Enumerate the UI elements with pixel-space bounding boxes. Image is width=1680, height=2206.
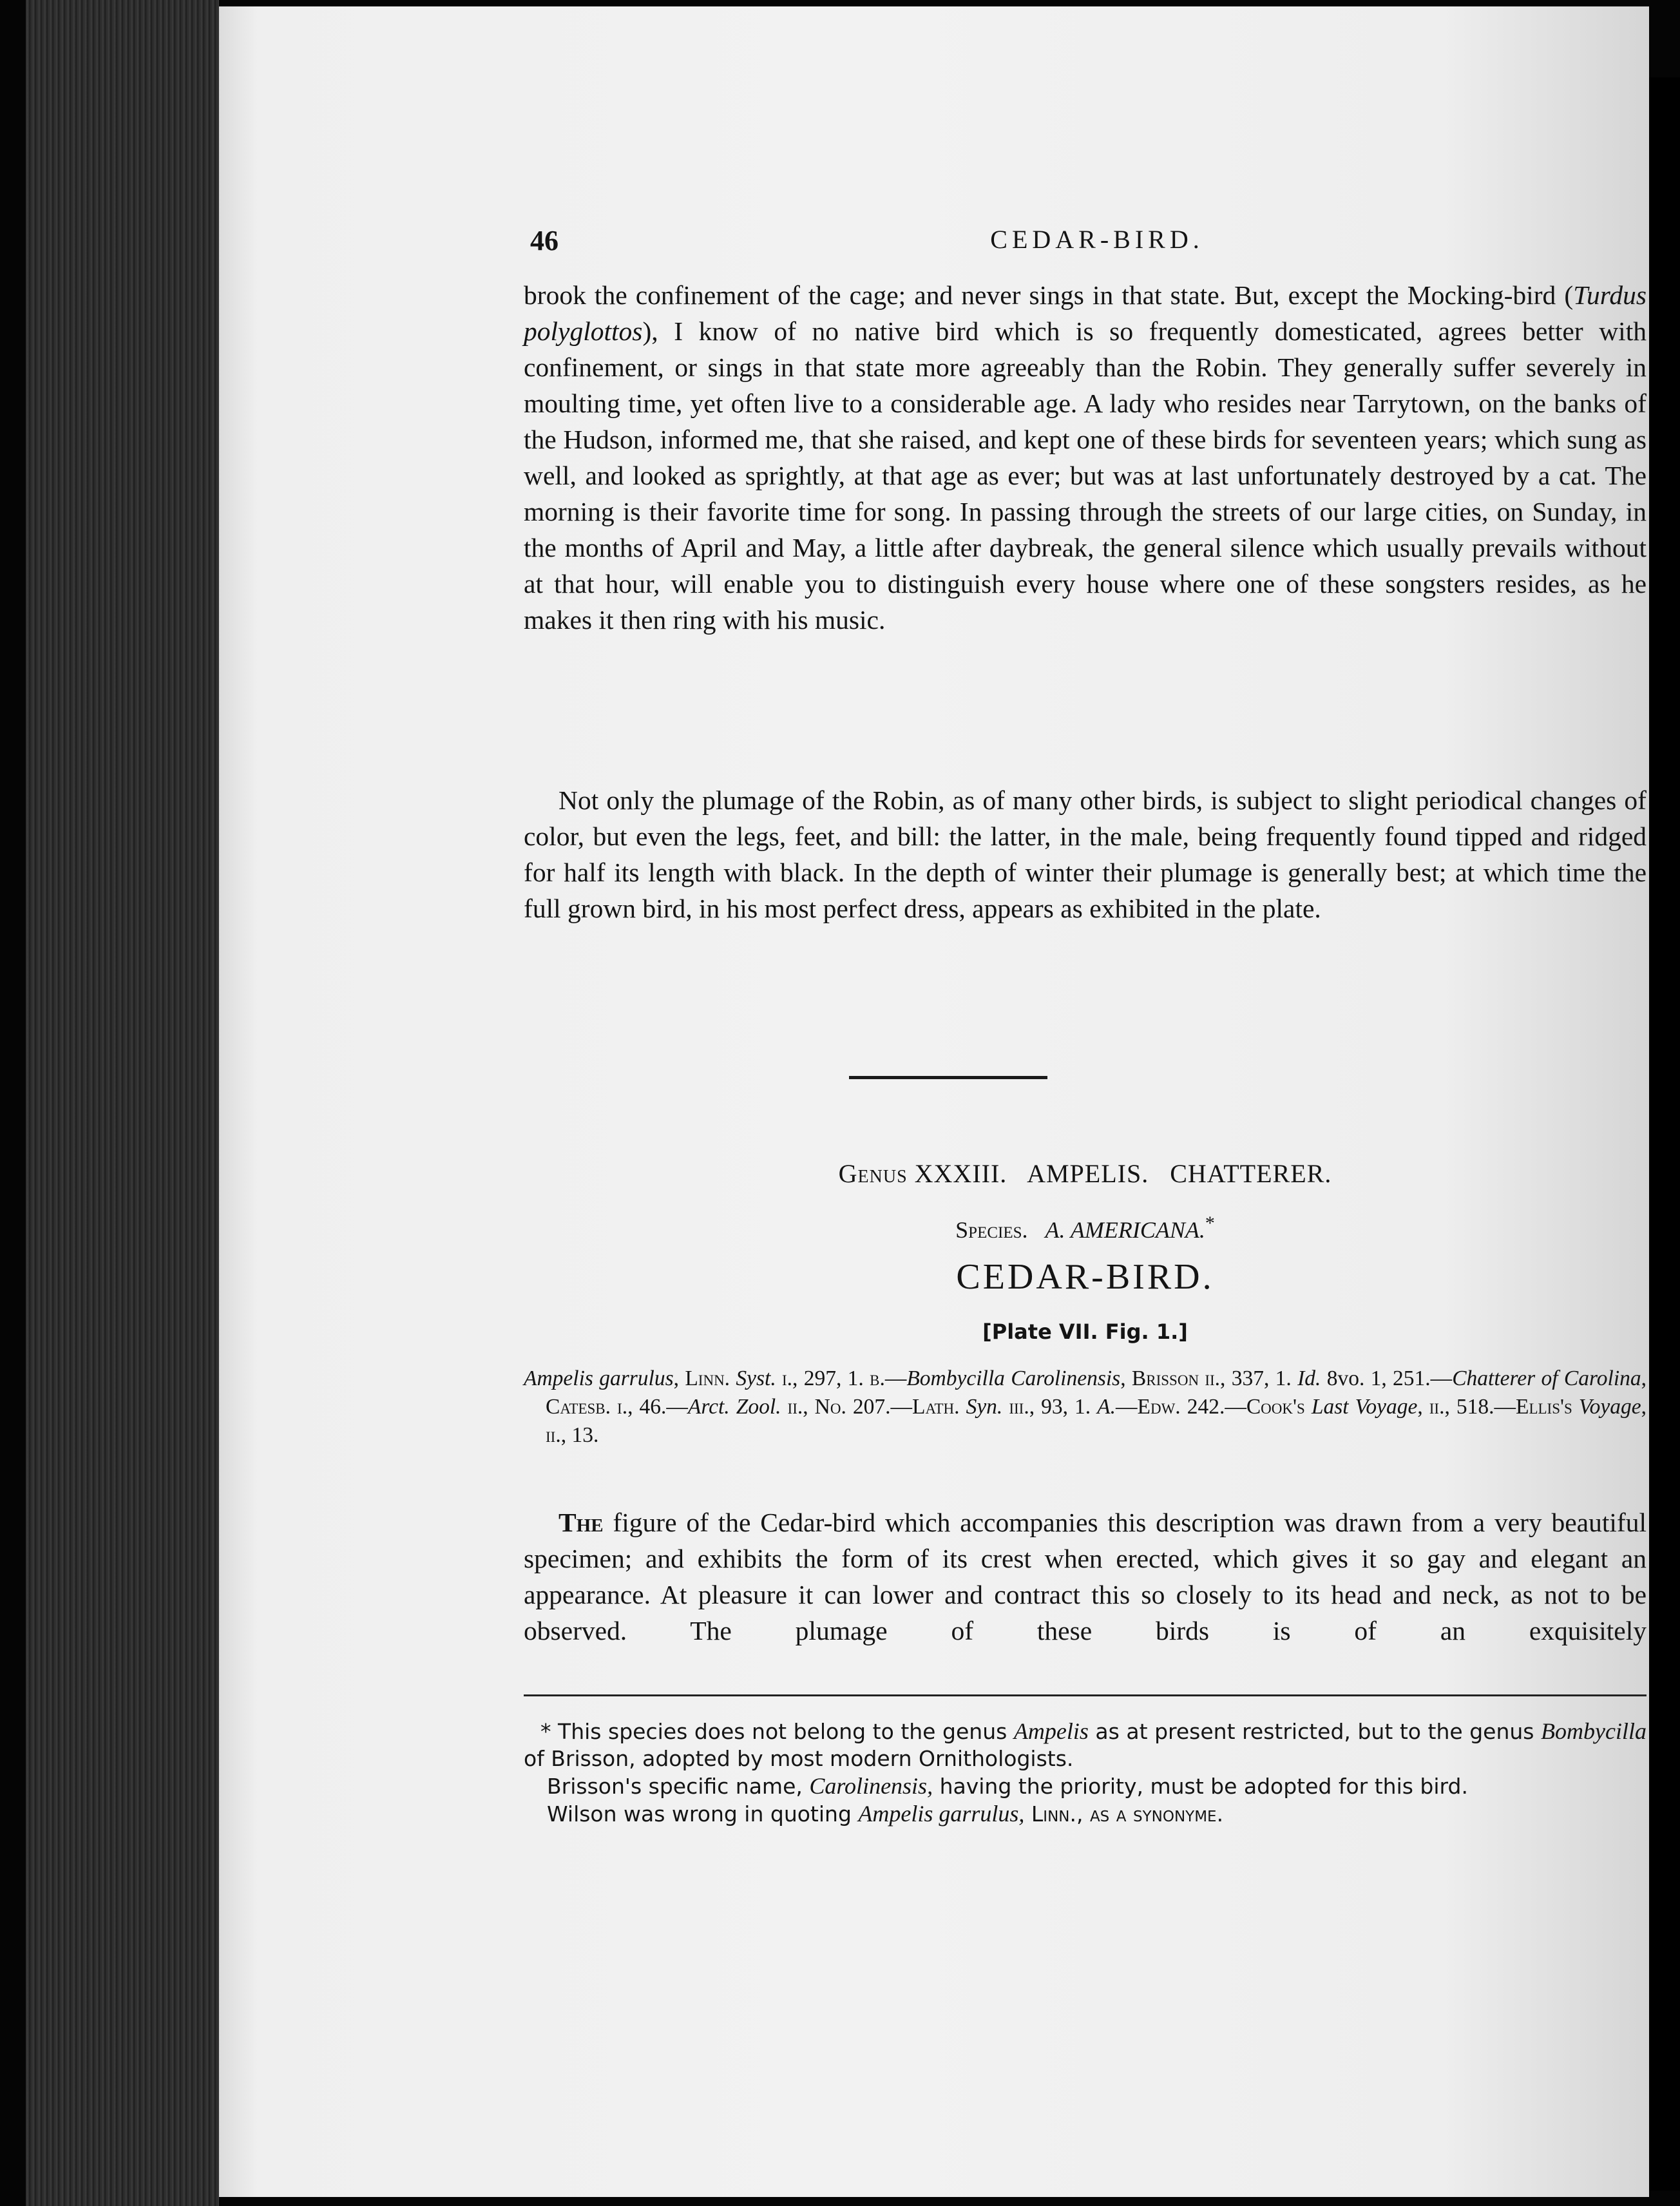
footnotes <box>524 1718 1647 1828</box>
footnote-text: Wilson was wrong in quoting <box>547 1801 859 1827</box>
footnote-3 <box>524 1800 1647 1828</box>
species-name-italic: Turdus polyglottos <box>524 280 1647 346</box>
genus-name: AMPELIS. <box>1027 1159 1149 1188</box>
footnote-italic: Carolinensis, <box>809 1773 933 1799</box>
genus-common-name: CHATTERER. <box>1170 1159 1332 1188</box>
genus-label: Genus <box>838 1159 908 1188</box>
genus-numeral: XXXIII. <box>914 1159 1007 1188</box>
synonym-text: Bombycilla Carolinensis <box>906 1367 1121 1390</box>
synonym-text: iii., 93, 1. <box>1002 1395 1098 1419</box>
synonym-text: i., 297, 1. β.— <box>776 1367 907 1390</box>
synonym-text: A. <box>1097 1395 1116 1419</box>
synonym-text: Syn. <box>966 1395 1003 1419</box>
paragraph-robin-captivity <box>524 277 1647 638</box>
synonym-text: Ampelis garrulus <box>524 1367 674 1390</box>
footnote-text: Linn., as a synonyme. <box>1024 1801 1224 1827</box>
genus-heading <box>524 1158 1647 1189</box>
footnote-text: Brisson's specific name, <box>547 1774 810 1799</box>
footnote-text: having the priority, must be adopted for this bird. <box>933 1774 1468 1799</box>
footnote-italic: Ampelis <box>1013 1718 1089 1744</box>
footnote-text: as at present restricted, but to the genus <box>1088 1719 1542 1744</box>
footnote-1 <box>524 1718 1647 1772</box>
paragraph-text: brook the confinement of the cage; and never sings in that state. But, except the Mocking-bird ( <box>524 280 1574 310</box>
paragraph-cedar-bird-intro <box>524 1504 1647 1649</box>
footnote-italic: Ampelis garrulus, <box>858 1801 1025 1827</box>
plate-reference: [Plate VII. Fig. 1.] <box>982 1319 1188 1344</box>
page-number: 46 <box>530 225 558 256</box>
section-title: CEDAR-BIRD. <box>956 1257 1214 1297</box>
drop-word: The <box>558 1508 604 1537</box>
synonym-text: Last Voyage <box>1311 1395 1418 1419</box>
synonym-text: 8vo. 1, 251.— <box>1321 1367 1453 1390</box>
section-divider <box>849 1076 1047 1079</box>
synonym-text: —Edw. 242.—Cook's <box>1116 1395 1312 1419</box>
species-label: Species. <box>955 1217 1028 1243</box>
synonymy-block <box>524 1365 1647 1450</box>
species-name: A. AMERICANA. <box>1045 1217 1205 1243</box>
footnote-2 <box>524 1772 1647 1800</box>
footnote-text: * This species does not belong to the genus <box>540 1719 1014 1744</box>
synonym-text: ii., No. 207.—Lath. <box>781 1395 966 1419</box>
synonym-text: Voyage <box>1578 1395 1641 1419</box>
synonym-text: , Linn. <box>673 1367 736 1390</box>
synonym-text: , ii., 518.—Ellis's <box>1417 1395 1579 1419</box>
book-page <box>219 6 1649 2197</box>
paragraph-text: figure of the Cedar-bird which accompanies this description was drawn from a very beautiful specimen; and exhibits the form of its crest when erected, which gives it so gay and elegant an appearance. At pleasure it can lower and contract this so closely to its head and neck, as not to be observed. The plumage of these birds is of an exquisitely <box>524 1508 1647 1645</box>
footnote-marker: * <box>1205 1213 1215 1234</box>
running-head: CEDAR-BIRD. <box>990 225 1204 254</box>
paragraph-text: ), I know of no native bird which is so frequently domesticated, agrees better with confinement, or sings in that state more agreeably than the Robin. They generally suffer severely in moulting time, yet often live to a considerable age. A lady who resides near Tarrytown, on the banks of the Hudson, informed me, that she raised, and kept one of these birds for seventeen years; which sung as well, and looked as sprightly, at that age as ever; but was at last unfortunately destroyed by a cat. The morning is their favorite time for song. In passing through the streets of our large cities, on Sunday, in the months of April and May, a little after daybreak, the general silence which usually prevails without at that hour, will enable you to distinguish every house where one of these songsters resides, as he makes it then ring with his music. <box>524 316 1647 635</box>
synonym-text: Chatterer of Carolina <box>1452 1367 1641 1390</box>
species-heading <box>524 1213 1647 1243</box>
synonym-text: Syst. <box>736 1367 776 1390</box>
synonym-text: Id. <box>1297 1367 1321 1390</box>
synonym-text: Arct. Zool. <box>687 1395 781 1419</box>
synonym-text: , Catesb. i., 46.— <box>546 1367 1647 1419</box>
page-header <box>530 224 1664 269</box>
paragraph-robin-plumage: Not only the plumage of the Robin, as of many other birds, is subject to slight periodical changes of color, but even the legs, feet, and bill: the latter, in the male, being frequently found tipped and ridged for half its length with black. In the depth of winter their plumage is generally best; at which time the full grown bird, in his most perfect dress, appears as exhibited in the plate. <box>524 785 1647 923</box>
synonym-text: , Brisson ii., 337, 1. <box>1120 1367 1298 1390</box>
footnote-rule <box>524 1694 1647 1696</box>
footnote-italic: Bombycilla <box>1541 1718 1647 1744</box>
footnote-text: of Brisson, adopted by most modern Ornithologists. <box>524 1746 1074 1771</box>
book-page-edges <box>26 0 219 2206</box>
synonym-text: , ii., 13. <box>546 1395 1647 1447</box>
